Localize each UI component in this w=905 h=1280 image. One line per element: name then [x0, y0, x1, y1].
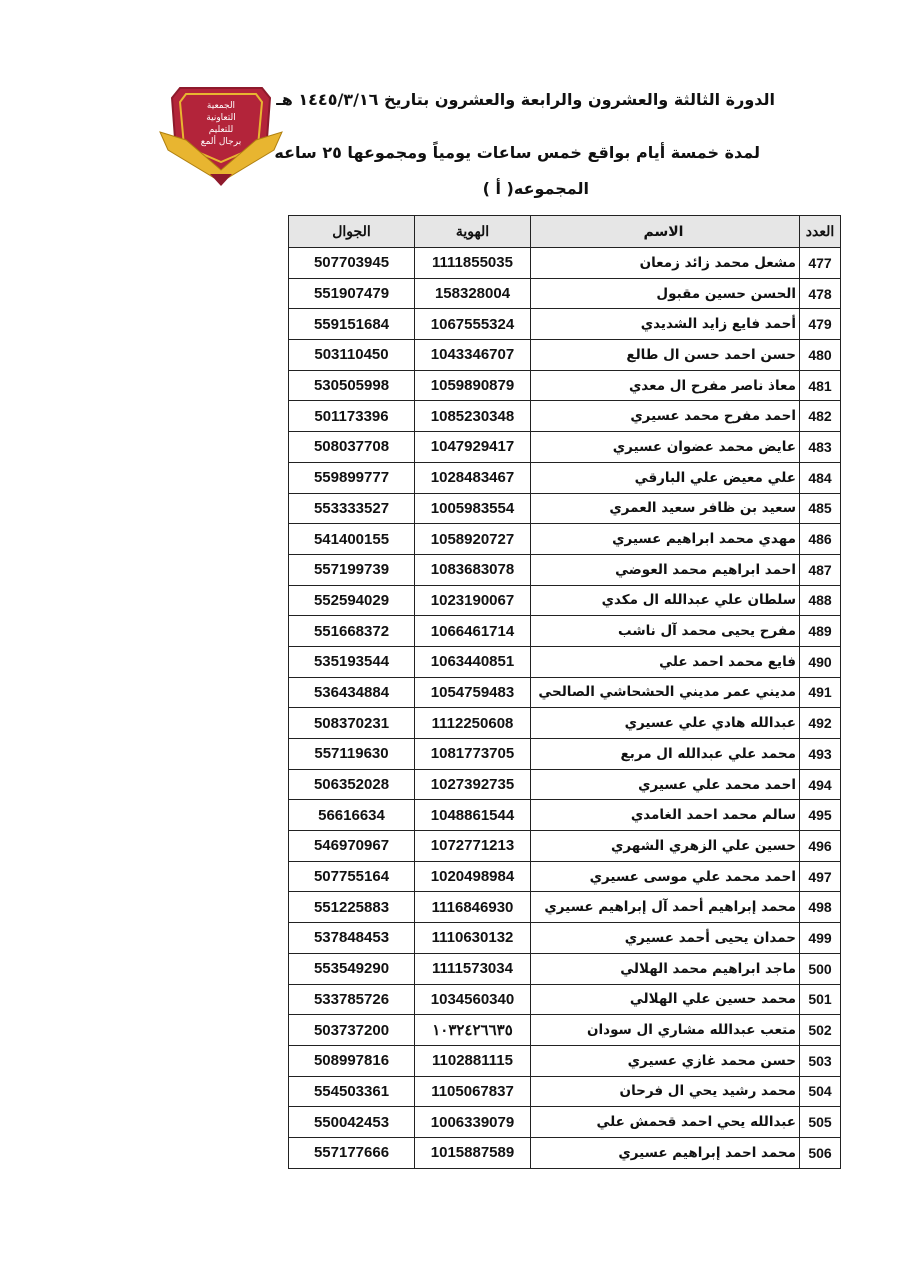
table-row [289, 554, 841, 585]
column-header-mobile: الجوال [289, 216, 415, 248]
national-id: 1043346707 [415, 340, 531, 371]
national-id: 1047929417 [415, 432, 531, 463]
mobile-number: 557177666 [289, 1137, 415, 1168]
national-id: 1015887589 [415, 1137, 531, 1168]
participant-name: مشعل محمد زائد زمعان [531, 248, 800, 279]
mobile-number: 508997816 [289, 1045, 415, 1076]
national-id: 1110630132 [415, 923, 531, 954]
participant-name: سالم محمد احمد الغامدي [531, 800, 800, 831]
mobile-number: 541400155 [289, 524, 415, 555]
participant-name: محمد حسين علي الهلالي [531, 984, 800, 1015]
table-row [289, 248, 841, 279]
table-row [289, 340, 841, 371]
mobile-number: 554503361 [289, 1076, 415, 1107]
row-number: 500 [800, 953, 841, 984]
row-number: 489 [800, 616, 841, 647]
national-id: 1111573034 [415, 953, 531, 984]
participant-name: محمد رشيد يحي ال فرحان [531, 1076, 800, 1107]
mobile-number: 506352028 [289, 769, 415, 800]
row-number: 504 [800, 1076, 841, 1107]
row-number: 488 [800, 585, 841, 616]
participant-name: عايض محمد عضوان عسيري [531, 432, 800, 463]
mobile-number: 508037708 [289, 432, 415, 463]
national-id: 1020498984 [415, 861, 531, 892]
national-id: 1111855035 [415, 248, 531, 279]
participant-name: معاذ ناصر مفرح ال معدي [531, 370, 800, 401]
national-id: 1059890879 [415, 370, 531, 401]
national-id: 1105067837 [415, 1076, 531, 1107]
national-id: 1005983554 [415, 493, 531, 524]
table-row [289, 1107, 841, 1138]
row-number: 492 [800, 708, 841, 739]
national-id: 1006339079 [415, 1107, 531, 1138]
table-row [289, 892, 841, 923]
mobile-number: 551225883 [289, 892, 415, 923]
table-row [289, 861, 841, 892]
mobile-number: 557199739 [289, 554, 415, 585]
group-label: المجموعه( أ ) [482, 179, 589, 198]
participant-name: حمدان يحيى أحمد عسيري [531, 923, 800, 954]
participant-name: عبدالله يحي احمد قحمش علي [531, 1107, 800, 1138]
participant-name: احمد محمد علي عسيري [531, 769, 800, 800]
national-id: 1027392735 [415, 769, 531, 800]
mobile-number: 508370231 [289, 708, 415, 739]
national-id: 1085230348 [415, 401, 531, 432]
mobile-number: 501173396 [289, 401, 415, 432]
mobile-number: 550042453 [289, 1107, 415, 1138]
table-row [289, 677, 841, 708]
row-number: 491 [800, 677, 841, 708]
mobile-number: 533785726 [289, 984, 415, 1015]
row-number: 499 [800, 923, 841, 954]
participant-name: متعب عبدالله مشاري ال سودان [531, 1015, 800, 1046]
row-number: 506 [800, 1137, 841, 1168]
table-row [289, 646, 841, 677]
row-number: 496 [800, 831, 841, 862]
table-row [289, 309, 841, 340]
mobile-number: 553549290 [289, 953, 415, 984]
national-id: 1102881115 [415, 1045, 531, 1076]
table-row [289, 616, 841, 647]
logo-text-line: للتعليم [208, 125, 234, 135]
mobile-number: 536434884 [289, 677, 415, 708]
logo-text-line: برجال ألمع [200, 137, 242, 147]
table-row [289, 953, 841, 984]
participant-name: سعيد بن ظافر سعيد العمري [531, 493, 800, 524]
mobile-number: 553333527 [289, 493, 415, 524]
row-number: 482 [800, 401, 841, 432]
table-row [289, 831, 841, 862]
table-row [289, 1137, 841, 1168]
column-header-name: الاسم [531, 216, 800, 248]
mobile-number: 503110450 [289, 340, 415, 371]
participant-name: حسن محمد غازي عسيري [531, 1045, 800, 1076]
mobile-number: 551668372 [289, 616, 415, 647]
national-id: 1116846930 [415, 892, 531, 923]
national-id: 1028483467 [415, 462, 531, 493]
mobile-number: 535193544 [289, 646, 415, 677]
participant-name: سلطان علي عبدالله ال مكدي [531, 585, 800, 616]
table-row [289, 524, 841, 555]
table-row [289, 278, 841, 309]
table-row [289, 585, 841, 616]
national-id: 1066461714 [415, 616, 531, 647]
participant-name: احمد محمد علي موسى عسيري [531, 861, 800, 892]
mobile-number: 507755164 [289, 861, 415, 892]
table-row [289, 432, 841, 463]
table-row [289, 401, 841, 432]
national-id: 158328004 [415, 278, 531, 309]
mobile-number: 559899777 [289, 462, 415, 493]
participant-name: الحسن حسين مقبول [531, 278, 800, 309]
national-id: 1063440851 [415, 646, 531, 677]
row-number: 477 [800, 248, 841, 279]
logo-text-line: التعاونية [206, 113, 236, 123]
row-number: 502 [800, 1015, 841, 1046]
participant-name: أحمد فايع زايد الشديدي [531, 309, 800, 340]
table-row [289, 739, 841, 770]
row-number: 501 [800, 984, 841, 1015]
participant-name: احمد مفرح محمد عسيري [531, 401, 800, 432]
course-title: الدورة الثالثة والعشرون والرابعة والعشرون بتاريخ ١٤٤٥/٣/١٦ هـ [276, 90, 775, 109]
national-id: 1072771213 [415, 831, 531, 862]
participant-name: احمد ابراهيم محمد العوضي [531, 554, 800, 585]
participant-name: محمد إبراهيم أحمد آل إبراهيم عسيري [531, 892, 800, 923]
row-number: 484 [800, 462, 841, 493]
participant-name: علي معيض علي البارقي [531, 462, 800, 493]
mobile-number: 56616634 [289, 800, 415, 831]
course-duration: لمدة خمسة أيام بواقع خمس ساعات يومياً ومجموعها ٢٥ ساعه [274, 143, 760, 162]
column-header-id: الهوية [415, 216, 531, 248]
national-id: 1048861544 [415, 800, 531, 831]
table-row [289, 462, 841, 493]
participants-table [288, 215, 841, 1169]
table-row [289, 1045, 841, 1076]
mobile-number: 559151684 [289, 309, 415, 340]
mobile-number: 551907479 [289, 278, 415, 309]
row-number: 481 [800, 370, 841, 401]
row-number: 479 [800, 309, 841, 340]
national-id: ١٠٣٢٤٢٦٦٣٥ [415, 1015, 531, 1046]
national-id: 1054759483 [415, 677, 531, 708]
row-number: 485 [800, 493, 841, 524]
national-id: 1112250608 [415, 708, 531, 739]
row-number: 490 [800, 646, 841, 677]
table-header-row [289, 216, 841, 248]
row-number: 505 [800, 1107, 841, 1138]
table-row [289, 708, 841, 739]
participant-name: ماجد ابراهيم محمد الهلالي [531, 953, 800, 984]
row-number: 498 [800, 892, 841, 923]
row-number: 478 [800, 278, 841, 309]
participant-name: عبدالله هادي علي عسيري [531, 708, 800, 739]
table-row [289, 800, 841, 831]
participant-name: مفرح يحيى محمد آل ناشب [531, 616, 800, 647]
national-id: 1067555324 [415, 309, 531, 340]
mobile-number: 537848453 [289, 923, 415, 954]
logo-text-line: الجمعية [206, 101, 236, 111]
row-number: 480 [800, 340, 841, 371]
table-row [289, 769, 841, 800]
table-row [289, 370, 841, 401]
national-id: 1034560340 [415, 984, 531, 1015]
mobile-number: 557119630 [289, 739, 415, 770]
national-id: 1081773705 [415, 739, 531, 770]
table-row [289, 923, 841, 954]
mobile-number: 503737200 [289, 1015, 415, 1046]
participant-name: حسين علي الزهري الشهري [531, 831, 800, 862]
row-number: 493 [800, 739, 841, 770]
table-row [289, 984, 841, 1015]
row-number: 497 [800, 861, 841, 892]
participant-name: محمد علي عبدالله ال مربع [531, 739, 800, 770]
participant-name: مديني عمر مديني الحشحاشي الصالحي [531, 677, 800, 708]
table-row [289, 1015, 841, 1046]
participant-name: فايع محمد احمد علي [531, 646, 800, 677]
mobile-number: 530505998 [289, 370, 415, 401]
national-id: 1023190067 [415, 585, 531, 616]
participant-name: حسن احمد حسن ال طالع [531, 340, 800, 371]
national-id: 1083683078 [415, 554, 531, 585]
table-row [289, 1076, 841, 1107]
row-number: 494 [800, 769, 841, 800]
national-id: 1058920727 [415, 524, 531, 555]
mobile-number: 546970967 [289, 831, 415, 862]
mobile-number: 507703945 [289, 248, 415, 279]
row-number: 483 [800, 432, 841, 463]
mobile-number: 552594029 [289, 585, 415, 616]
row-number: 486 [800, 524, 841, 555]
row-number: 487 [800, 554, 841, 585]
row-number: 495 [800, 800, 841, 831]
table-row [289, 493, 841, 524]
column-header-number: العدد [800, 216, 841, 248]
participant-name: محمد احمد إبراهيم عسيري [531, 1137, 800, 1168]
row-number: 503 [800, 1045, 841, 1076]
participant-name: مهدي محمد ابراهيم عسيري [531, 524, 800, 555]
association-logo [158, 82, 284, 186]
